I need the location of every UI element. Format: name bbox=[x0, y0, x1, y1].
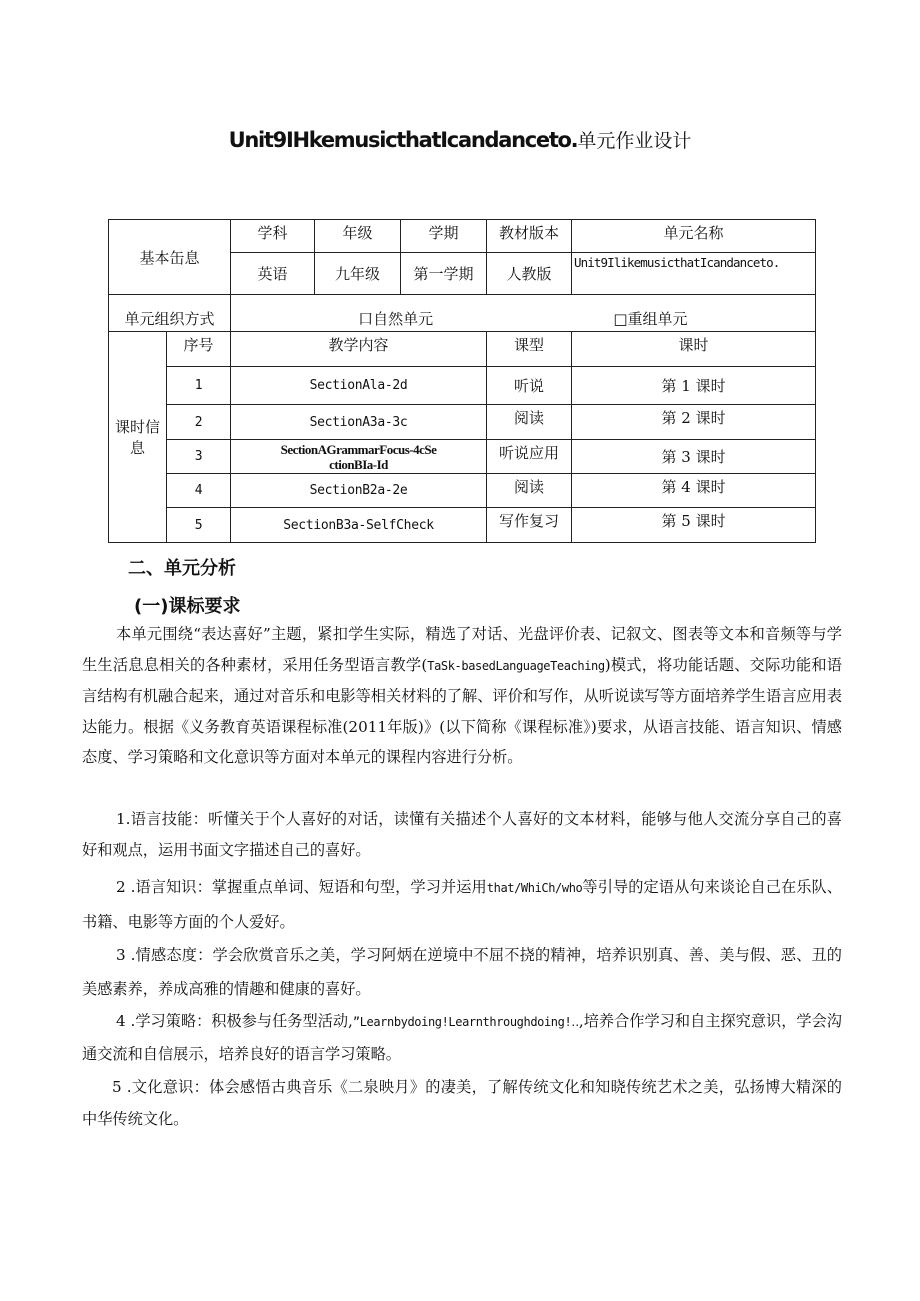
header-content: 教学内容 bbox=[231, 332, 487, 367]
lesson-row bbox=[109, 405, 816, 440]
lesson-row bbox=[109, 474, 816, 508]
lesson-period: 第 1 课时 bbox=[572, 367, 816, 405]
lesson-type: 阅读 bbox=[487, 474, 572, 508]
natural-unit-option: 口自然单元 bbox=[358, 310, 434, 328]
intro-paragraph: 本单元围绕“表达喜好”主题，紧扣学生实际，精选了对话、光盘评价表、记叙文、图表等文本和音频等与学生生活息息相关的各种素材，采用任务型语言教学(TaSk-basedLanguageTeaching)模式，将功能话题、交际功能和语言结构有机融合起来，通过对音乐和电影等相关材料的了解、评价和写作，从听说读写等方面培养学生语言应用表达能力。根据《义务教育英语课程标准(2011年版)》(以下简称《课程标准》)要求，从语言技能、语言知识、情感态度、学习策略和文化意识等方面对本单元的课程内容进行分析。 bbox=[82, 625, 842, 766]
header-number: 序号 bbox=[167, 332, 231, 367]
lesson-number: 4 bbox=[167, 474, 231, 508]
title-chinese: 单元作业设计 bbox=[577, 130, 692, 152]
organization-options bbox=[231, 295, 816, 332]
attitude-paragraph: 3 .情感态度：学会欣赏音乐之美，学习阿炳在逆境中不屈不挠的精神，培养识别真、善、美与假、恶、丑的美感素养，养成高雅的情趣和健康的喜好。 bbox=[82, 946, 842, 998]
lesson-number: 1 bbox=[167, 367, 231, 405]
lesson-period: 第 4 课时 bbox=[572, 474, 816, 508]
header-unit-name: 单元名称 bbox=[572, 220, 816, 253]
language-skills-paragraph: 1.语言技能：听懂关于个人喜好的对话，读懂有关描述个人喜好的文本材料，能够与他人交流分享自己的喜好和观点，运用书面文字描述自己的喜好。 bbox=[82, 810, 842, 859]
lesson-number: 2 bbox=[167, 405, 231, 440]
lesson-content: SectionAGrammarFocus-4cSectionBIa-Id bbox=[231, 440, 487, 474]
lesson-type: 写作复习 bbox=[487, 508, 572, 543]
lesson-row bbox=[109, 440, 816, 474]
lesson-row bbox=[109, 508, 816, 543]
lesson-info-label: 课时信息 bbox=[109, 332, 167, 543]
subsection-heading: (一)课标要求 bbox=[134, 596, 241, 617]
lesson-type: 听说 bbox=[487, 367, 572, 405]
lesson-type: 听说应用 bbox=[487, 440, 572, 474]
value-grade: 九年级 bbox=[315, 253, 401, 295]
cultural-awareness-paragraph: 5 .文化意识：体会感悟古典音乐《二泉映月》的凄美，了解传统文化和知晓传统艺术之美，弘扬博大精深的中华传统文化。 bbox=[82, 1078, 842, 1128]
value-subject: 英语 bbox=[231, 253, 315, 295]
header-grade: 年级 bbox=[315, 220, 401, 253]
lesson-content: SectionB2a-2e bbox=[231, 474, 487, 508]
lesson-period: 第 5 课时 bbox=[572, 508, 816, 543]
document-title bbox=[0, 126, 920, 153]
value-term: 第一学期 bbox=[401, 253, 487, 295]
header-type: 课型 bbox=[487, 332, 572, 367]
regrouped-unit-option: □重组单元 bbox=[613, 310, 688, 328]
lesson-period: 第 2 课时 bbox=[572, 405, 816, 440]
value-unit-name: Unit9IlikemusicthatIcandanceto. bbox=[572, 253, 816, 295]
header-term: 学期 bbox=[401, 220, 487, 253]
lesson-period: 第 3 课时 bbox=[572, 440, 816, 474]
lesson-number: 5 bbox=[167, 508, 231, 543]
learning-strategy-paragraph: 4 .学习策略：积极参与任务型活动,”Learnbydoing!Learnthroughdoing!‥,培养合作学习和自主探究意识，学会沟通交流和自信展示，培养良好的语言学习策略。 bbox=[82, 1012, 842, 1063]
value-textbook: 人教版 bbox=[487, 253, 572, 295]
lesson-content: SectionB3a-SelfCheck bbox=[231, 508, 487, 543]
header-subject: 学科 bbox=[231, 220, 315, 253]
organization-label: 单元组织方式 bbox=[109, 295, 231, 332]
lesson-row bbox=[109, 367, 816, 405]
basic-info-label: 基本缶息 bbox=[109, 220, 231, 295]
section-heading: 二、单元分析 bbox=[128, 558, 236, 579]
lesson-type: 阅读 bbox=[487, 405, 572, 440]
header-period: 课时 bbox=[572, 332, 816, 367]
lesson-content: SectionA3a-3c bbox=[231, 405, 487, 440]
unit-info-table bbox=[108, 219, 816, 543]
header-textbook: 教材版本 bbox=[487, 220, 572, 253]
language-knowledge-paragraph: 2 .语言知识：掌握重点单词、短语和句型，学习并运用that/WhiCh/who等引导的定语从句来谈论自己在乐队、书籍、电影等方面的个人爱好。 bbox=[82, 878, 842, 931]
title-english: Unit9IHkemusicthatIcandanceto. bbox=[228, 128, 578, 152]
lesson-number: 3 bbox=[167, 440, 231, 474]
lesson-content: SectionAla-2d bbox=[231, 367, 487, 405]
